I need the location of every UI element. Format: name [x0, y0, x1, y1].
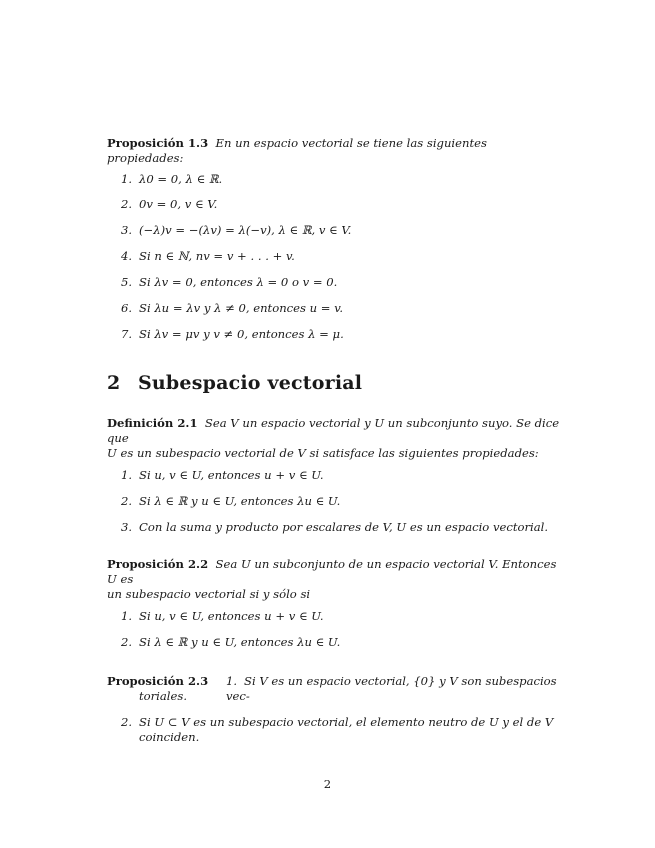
definition-text-line2: U es un subespacio vectorial de V si satisface las siguientes propiedades:	[107, 446, 539, 460]
list-item: 1. λ0 = 0, λ ∈ ℝ.	[121, 172, 223, 186]
proposition-label: Proposición 1.3	[107, 136, 209, 150]
list-item: 1. Si u, v ∈ U, entonces u + v ∈ U.	[121, 468, 324, 482]
list-item: 3. Con la suma y producto por escalares de V, U es un espacio vectorial.	[121, 520, 549, 534]
section-title: Subespacio vectorial	[138, 372, 363, 394]
list-item: 1. Si V es un espacio vectorial, {0} y V son subespacios vec-	[226, 674, 557, 703]
definition-2-1	[107, 416, 565, 461]
list-item: 6. Si λu = λv y λ ≠ 0, entonces u = v.	[121, 301, 344, 315]
list-item-continuation: coinciden.	[139, 730, 200, 744]
section-heading	[107, 372, 362, 394]
proposition-text-line2: un subespacio vectorial si y sólo si	[107, 587, 311, 601]
list-item: 7. Si λv = μv y v ≠ 0, entonces λ = μ.	[121, 327, 344, 341]
definition-text-line1: Sea V un espacio vectorial y U un subconjunto suyo. Se dice que	[107, 416, 560, 445]
proposition-label: Proposición 2.2	[107, 557, 209, 571]
list-item: 2. Si λ ∈ ℝ y u ∈ U, entonces λu ∈ U.	[121, 635, 341, 649]
section-number: 2	[107, 372, 121, 394]
list-item: 3. (−λ)v = −(λv) = λ(−v), λ ∈ ℝ, v ∈ V.	[121, 223, 352, 237]
list-item: 1. Si u, v ∈ U, entonces u + v ∈ U.	[121, 609, 324, 623]
list-item-continuation: toriales.	[139, 689, 188, 703]
proposition-text-line1: Sea U un subconjunto de un espacio vectorial V. Entonces U es	[107, 557, 557, 586]
proposition-2-2	[107, 557, 565, 602]
proposition-2-3-label: Proposición 2.3	[107, 674, 209, 688]
proposition-text: En un espacio vectorial se tiene las siguientes propiedades:	[107, 136, 487, 165]
proposition-1-3	[107, 136, 565, 166]
definition-label: Definición 2.1	[107, 416, 198, 430]
page-number: 2	[323, 777, 332, 791]
list-item: 2. Si λ ∈ ℝ y u ∈ U, entonces λu ∈ U.	[121, 494, 341, 508]
list-item: 5. Si λv = 0, entonces λ = 0 o v = 0.	[121, 275, 338, 289]
list-item: 2. Si U ⊂ V es un subespacio vectorial, el elemento neutro de U y el de V	[121, 715, 554, 729]
list-item: 4. Si n ∈ ℕ, nv = v + . . . + v.	[121, 249, 295, 263]
list-item: 2. 0v = 0, v ∈ V.	[121, 197, 218, 211]
